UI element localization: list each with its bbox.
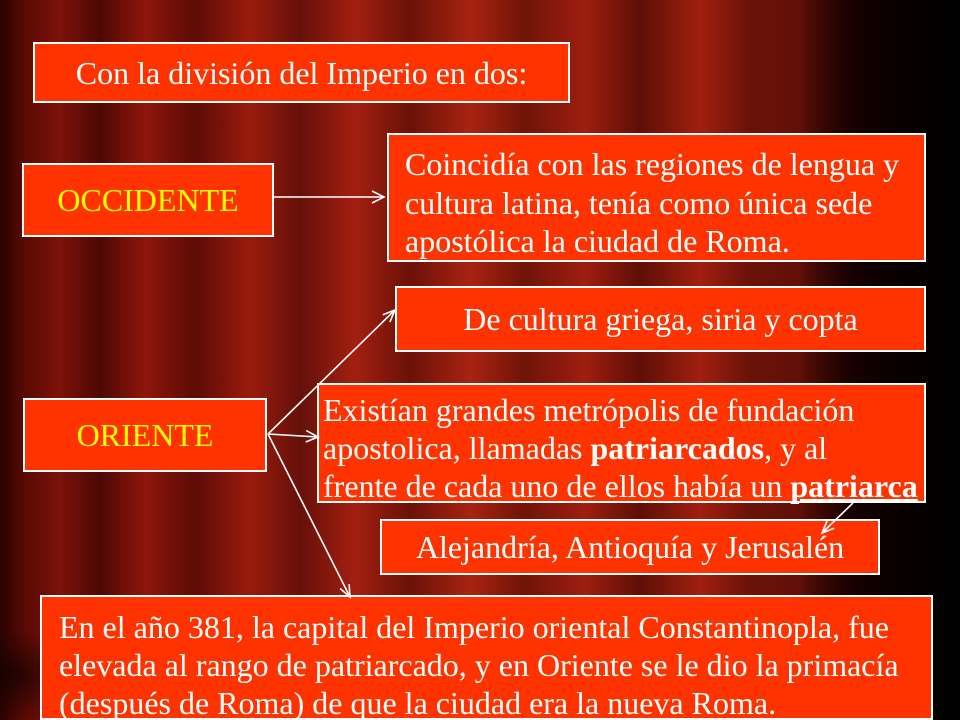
oriente-label: ORIENTE [76, 417, 214, 453]
metropolis-box [317, 383, 926, 503]
occidente-label: OCCIDENTE [57, 182, 239, 218]
occidente-description-box [387, 133, 926, 262]
patriarca-term: patriarca [790, 468, 918, 504]
patriarchates-text: Alejandría, Antioquía y Jerusalén [415, 529, 845, 565]
patriarchates-box [380, 519, 880, 575]
oriente-culture-text: De cultura griega, siria y copta [463, 301, 858, 337]
slide-title: Con la división del Imperio en dos: [75, 54, 528, 91]
constantinople-box [40, 595, 933, 720]
oriente-culture-box [395, 286, 926, 352]
metropolis-line-2-end: , y al [764, 430, 828, 466]
patriarcados-term: patriarcados [590, 430, 765, 466]
metropolis-line-2-start: apostolica, llamadas [323, 430, 591, 466]
metropolis-line-3 [323, 467, 924, 505]
occidente-description-line: cultura latina, tenía como única sede [405, 184, 873, 221]
constantinople-line: (después de Roma) de que la ciudad era la nueva Roma. [59, 685, 777, 720]
title-box [33, 42, 570, 103]
arrow-oriente-to-metropolis [268, 431, 318, 442]
occidente-description-line: apostólica la ciudad de Roma. [405, 223, 790, 259]
metropolis-line-1: Existían grandes metrópolis de fundación [323, 392, 855, 428]
occidente-box [22, 163, 274, 237]
arrow-occidente-to-description [274, 191, 384, 203]
constantinople-line: En el año 381, la capital del Imperio oriental Constantinopla, fue [59, 609, 889, 645]
metropolis-line-2 [323, 429, 924, 467]
occidente-description-line: Coincidía con las regiones de lengua y [405, 146, 900, 182]
metropolis-line-3-start: frente de cada uno de ellos había un [323, 468, 791, 504]
oriente-box [23, 398, 267, 472]
constantinople-line: elevada al rango de patriarcado, y en Oriente se le dio la primacía [59, 647, 899, 683]
